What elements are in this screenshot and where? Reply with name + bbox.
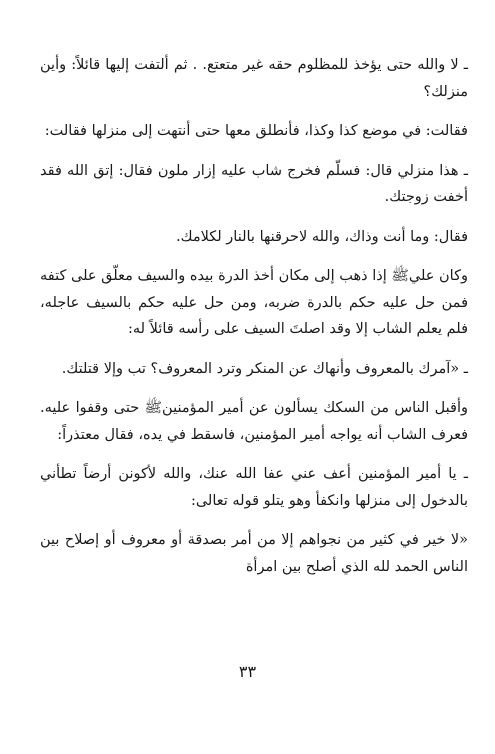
page-body xyxy=(40,52,468,580)
paragraph-9: «لا خير في كثير من نجواهم إلا من أمر بصدقة أو معروف أو إصلاح بين الناس الحمد لله الذي أصلح بين امرأة xyxy=(40,532,468,575)
paragraph-5: وكان عليﷺ إذا ذهب إلى مكان أخذ الدرة بيده والسيف معلّق على كتفه فمن حل عليه حكم بالدرة ضربه، ومن حل عليه حكم بالسيف عاجله، فلم يعلم الشاب إلا وقد اصلتَ السيف على رأسه قائلاً له: xyxy=(40,268,468,337)
paragraph-6: ـ «آمرك بالمعروف وأنهاك عن المنكر وترد المعروف؟ تب وإلا قتلتك. xyxy=(61,360,468,377)
paragraph-1: ـ لا والله حتى يؤخذ للمظلوم حقه غير متعتع. . ثم ألتفت إليها قائلاً: وأين منزلك؟ xyxy=(40,57,468,100)
paragraph-7: وأقبل الناس من السكك يسألون عن أمير المؤمنينﷺ حتى وقفوا عليه. فعرف الشاب أنه يواجه أمير المؤمنين، فاسقط في يده، فقال معتذراً: xyxy=(40,400,468,443)
page-number: ٣٣ xyxy=(238,662,257,681)
paragraph-3: ـ هذا منزلي قال: فسلّم فخرج شاب عليه إزار ملون فقال: إتق الله فقد أخفت زوجتك. xyxy=(40,162,468,205)
paragraph-4: فقال: وما أنت وذاك، والله لاحرقنها بالنار لكلامك. xyxy=(176,228,468,245)
paragraph-8: ـ يا أمير المؤمنين أعف عني عفا الله عنك، والله لأكونن أرضاً تطأني بالدخول إلى منزلها وانكفأ وهو يتلو قوله تعالى: xyxy=(40,466,468,509)
paragraph-2: فقالت: في موضع كذا وكذا، فأنطلق معها حتى أنتهت إلى منزلها فقالت: xyxy=(44,123,468,139)
